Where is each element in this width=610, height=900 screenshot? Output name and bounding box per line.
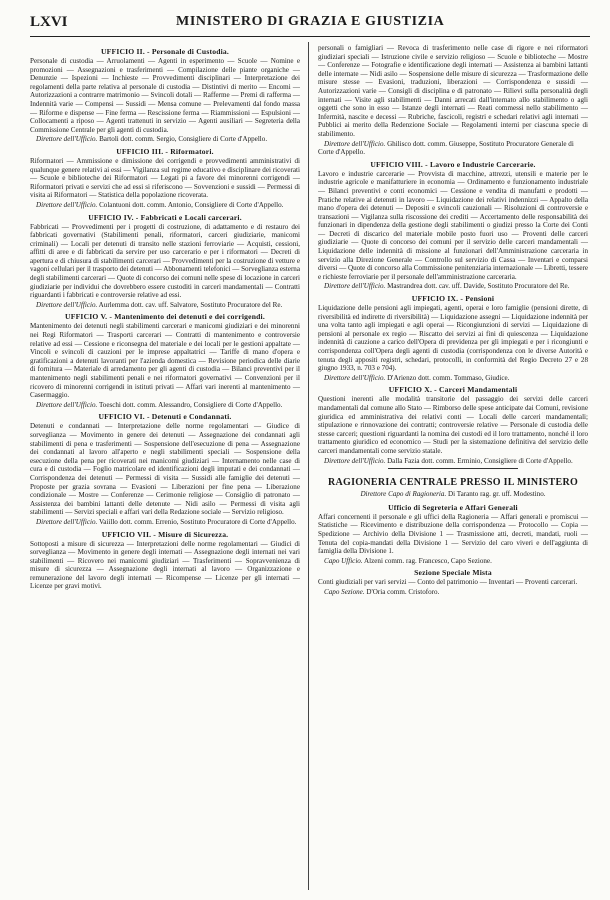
office-description: Riformatori — Ammissione e dimissione dei corrigendi e provvedimenti amministrativi di qualunque genere relativi ai essi — Vigilanza sul regime educativo e disciplinare dei ricoverati — Scuole e biblioteche dei Riformatori — Legati pi a favore dei minorenni corrigendi — Riformatori privati e servizi che ad essi si riferiscono — Sovvenzioni e sussidi — Permessi di visita ai Riformatori — Statistica della popolazione ricoverata. (30, 156, 300, 200)
office-section (30, 412, 300, 526)
page-number: LXVI (30, 14, 68, 30)
office-description: Mantenimento dei detenuti negli stabilimenti carcerari e manicomi giudiziari e dei minorenni nei Regi Riformatori — Trasporti carcerari — Contratti di mantenimento e controversie relative ad essi — Cessione e riconsegna del materiale e dei locali per le gestioni appaltate — Vincoli e svincoli di cauzioni per le imprese appaltatrici — Tariffe di mano d'opera e gratificazioni a detenuti lavoranti per l'azienda domestica — Revisione periodica delle diarie di fornitura — Materiale di arredamento per gli agenti di custodia — Bilanci preventivi per il mantenimento negli stabilimenti penali e nei riformatori governativi — Convenzioni per il ricovero di minorenni corrigendi in istituti privati — Affari vari inerenti al mantenimento — Casermaggio. (30, 322, 300, 400)
director-name: Dalla Fazia dott. comm. Erminio, Consigliere di Corte d'Appello. (387, 456, 573, 465)
section-rule (388, 468, 518, 469)
office-section (318, 294, 588, 382)
director-name: D'Arienzo dott. comm. Tommaso, Giudice. (387, 373, 510, 382)
ragioneria-block (318, 468, 588, 596)
page (30, 12, 590, 892)
director-label: Direttore dell'Ufficio. (36, 517, 98, 526)
office-description: Lavoro e industrie carcerarie — Provvista di macchine, attrezzi, utensili e materie per le industrie agricole e manifatturiere in economia — Ordinamento e funzionamento industriale — Bilanci preventivi e conti economici — Cessione e vendita di manufatti e prodotti — Pratiche relative ai detenuti in lavoro — Liquidazione dei relativi indennizzi — Appalto della mano d'opera dei detenuti — Depositi e svincoli cauzionali — Risoluzioni di controversie e transazioni — Vigilanza sulla riscossione dei crediti — Accertamento delle responsabilità dei funzionari in dipendenza della gestione degli stabilimenti o giudizi presso la Corte dei Conti — Decreti di discarico del materiale mobile posto fuori uso — Proventi delle carceri giudiziarie — Quote di concorso dei comuni per il servizio delle carceri mandamentali — Liquidazione delle indennità di missione al funzionari dell'Amministrazione carceraria in servizio alla Direzione Generale — Controllo sul servizio di Cassa — Inventari e comparsi diversi — Quote di concorso alla Commissione penitenziaria internazionale — Libretti, tessere e richieste ferroviarie per il personale dell'amministrazione carceraria. (318, 169, 588, 281)
office-description: Fabbricati — Provvedimenti per i progetti di costruzione, di adattamento e di restauro dei fabbricati governativi (Stabilimenti penali, riformatori, carceri giudiziarie, manicomi criminali) — Locali per detenuti di transito nelle stazioni ferroviarie — Acquisti, cessioni, affitti di aree e di fabbricati da servire per uso carcerario e per i riformatori — Decreti di apertura e di chiusura di stabilimenti carcerari — Provvedimenti per la costruzione di vetture e vagoni cellulari per il trasporto dei detenuti — Abbonamenti telefonici — Sorveglianza esterna degli stabilimenti carcerari — Quote di concorso dei comuni nelle spese di locazione in carceri giudiziarie per individui che dovrebbero essere custoditi in carceri mandamentali — Contratti riguardanti i fabbricati e controversie relative ad essi. (30, 222, 300, 300)
office-description: personali o famigliari — Revoca di trasferimento nelle case di rigore e nei riformatori giudiziari speciali — Istruzione civile e servizio religioso — Scuole e biblioteche — Mostre — Conferenze — Fotografie e identificazione degli internati — Assistenza ai bambini lattanti delle internate — Nidi asilo — Sospensione delle misure di sicurezza — Trasformazione delle misure stesse — Evasioni, traduzioni, liberazioni — Corrispondenza e sussidi — Autorizzazioni varie — Consigli di disciplina e di patronato — Rilievi sulla personalità degli internati — Visite agli stabilimenti — Danni arrecati dall'internato allo stabilimento o agli oggetti che sono in esso — Istanze degli internati — Reati commessi nello stabilimento — Infermità, nascite e decessi — Rubriche, fascicoli, registri e schedari relativi agli internati — Pubblici ai merito della Redenzione Sociale — Regolamenti interni per ciascuna specie di stabilimento. (318, 44, 588, 138)
ragioneria-title: RAGIONERIA CENTRALE PRESSO IL MINISTERO (327, 477, 579, 489)
office-section (318, 160, 588, 291)
office-description: Sottoposti a misure di sicurezza — Interpretazioni delle norme regolamentari — Giudici di sorveglianza — Movimento in genere degli internati — Assegnazione degli internati nei vari stabilimenti — Ricovero nei manicomi giudiziari — Trasferimenti — Sopravvenienza di misure di sicurezza — Assegnazione degli internati al lavoro — Organizzazione e remunerazione del lavoro degli internati — Ricompense — Licenze per gli internati — Licenze per gravi motivi. (30, 539, 300, 591)
office-director (30, 401, 300, 410)
office-section (30, 47, 300, 144)
office-heading: UFFICIO VIII. - Lavoro e Industrie Carcerarie. (370, 159, 536, 169)
ragioneria-sections (318, 503, 588, 597)
office-director (30, 518, 300, 527)
office-director (318, 588, 588, 597)
office-heading: UFFICIO V. - Mantenimento dei detenuti e dei corrigendi. (65, 312, 265, 322)
page-header (30, 12, 590, 37)
director-name: Ghilisco dott. comm. Giuseppe, Sostituto Procuratore Generale di Corte d'Appello. (318, 139, 574, 157)
office-director (318, 140, 588, 157)
office-heading: Sezione Speciale Mista (414, 568, 492, 578)
director-name: Alzeni comm. rag. Francesco, Capo Sezione. (364, 556, 492, 565)
office-heading: Ufficio di Segreteria e Affari Generali (388, 502, 518, 512)
director-name: Colantuoni dott. comm. Antonio, Consigliere di Corte d'Appello. (99, 200, 284, 209)
office-section (30, 312, 300, 409)
director-name: Bartoli dott. comm. Sergio, Consigliere di Corte d'Appello. (99, 135, 268, 144)
office-director (30, 135, 300, 144)
office-description: Detenuti e condannati — Interpretazione delle norme regolamentari — Giudice di sorveglianza — Movimento in genere dei detenuti — Assegnazione dei condannati agli stabilimenti di pena e trasferimenti — Sospensione dell'esecuzione di pena — Assegnazione dei condannati al lavoro all'aperto e negli stabilimenti speciali — Sospensione della esecuzione della pena per ricoverati nei manicomi giudiziari — Internamento nelle case di cura e di custodia — Foglio matricolare ed identificazioni degli imputati e dei condannati — Corrispondenza dei detenuti — Permessi di visita — Sussidi alle famiglie dei detenuti — Proposte per grazia sovrana — Evasioni — Liberazioni per fine pena — Liberazione condizionale — Mostre — Conferenze — Cerimonie religiose — Consiglio di patronato — Assistenza dei bambini lattanti delle detenute — Nidi asilo — Permessi di visita agli stabilimenti — Servizi speciali e affari vari della Redazione sociale — Servizio religioso. (30, 422, 300, 517)
office-heading: UFFICIO IV. - Fabbricati e Locali carcerari. (88, 212, 242, 222)
right-column-sections (318, 44, 588, 465)
director-label: Direttore dell'Ufficio. (324, 373, 386, 382)
office-heading: UFFICIO VI. - Detenuti e Condannati. (98, 412, 232, 422)
running-title: MINISTERO DI GRAZIA E GIUSTIZIA (176, 14, 445, 29)
director-label: Direttore dell'Ufficio. (36, 200, 98, 209)
office-director (318, 557, 588, 566)
office-section (30, 530, 300, 592)
office-heading: UFFICIO VII. - Misure di Sicurezza. (101, 529, 229, 539)
ragioneria-director-text: Di Taranto rag. gr. uff. Modestino. (448, 490, 546, 499)
office-director (30, 301, 300, 310)
ragioneria-director (318, 490, 588, 499)
director-label: Capo Ufficio. (324, 556, 363, 565)
office-director (318, 457, 588, 466)
director-label: Direttore dell'Ufficio. (324, 139, 386, 148)
director-label: Direttore dell'Ufficio. (324, 282, 386, 291)
column-divider (308, 42, 309, 890)
office-description: Affari concernenti il personale e gli uffici della Ragioneria — Affari generali e promiscui — Statistiche — Ricevimento e distribuzione della corrispondenza — Protocollo — Copia — Spedizione — Archivio della Divisione 1 — Trasmissione atti, decreti, mandati, ruoli — Tenuta del copia-mandati della Divisione 1 — Servizio del caro viveri e dell'aggiunta di famiglia della Divisione 1. (318, 512, 588, 556)
director-name: Vaiillo dott. comm. Errenio, Sostituto Procuratore di Corte d'Appello. (98, 517, 297, 526)
director-label: Direttore dell'Ufficio. (36, 300, 98, 309)
director-name: Toeschi dott. comm. Alessandro, Consigliere di Corte d'Appello. (98, 400, 283, 409)
office-heading: UFFICIO III. - Riformatori. (116, 146, 214, 156)
office-section (318, 503, 588, 566)
director-label: Direttore dell'Ufficio. (36, 400, 98, 409)
office-section (318, 385, 588, 465)
office-description: Personale di custodia — Arruolamenti — Agenti in esperimento — Scuole — Nomine e promozioni — Assegnazioni e trasferimenti — Compilazione delle piante organiche — Denunzie — Ispezioni — Inchieste — Provvedimenti disciplinari — Interpretazione dei regolamenti della parte relativa al personale di custodia — Distintivi di merito — Encomi — Autorizzazioni a contrarre matrimonio — Svincoli dotali — Rafferme — Premi di rafferma — Indennità varie — Compensi — Sussidi — Mensa comune — Prelevamenti dal fondo massa — Riforme e dispense — Fine ferma — Rescissione ferma — Riammissioni — Espulsioni — Collocamenti a riposo — Agenti trattenuti in servizio — Agenti ausiliari — Segreteria della Commissione Centrale per gli agenti di custodia. (30, 57, 300, 134)
office-director (30, 201, 300, 210)
director-label: Capo Sezione. (324, 587, 365, 596)
ragioneria-director-label: Direttore Capo di Ragioneria. (360, 490, 447, 499)
director-label: Direttore dell'Ufficio. (36, 135, 98, 144)
director-name: D'Oria comm. Cristoforo. (366, 587, 440, 596)
office-heading: UFFICIO IX. - Pensioni (411, 294, 495, 304)
office-director (318, 374, 588, 383)
office-director (318, 282, 588, 291)
left-column (30, 44, 300, 884)
director-label: Direttore dell'Ufficio. (324, 456, 386, 465)
office-heading: UFFICIO X. - Carceri Mandamentali (388, 385, 518, 395)
director-name: Mastrandrea dott. cav. uff. Davide, Sostituto Procuratore del Re. (387, 282, 570, 291)
office-section (30, 213, 300, 310)
director-name: Aurlemma dott. cav. uff. Salvatore, Sostituto Procuratore del Re. (98, 300, 283, 309)
office-description: Conti giudiziali per vari servizi — Conto del patrimonio — Inventari — Proventi carcerari. (318, 578, 578, 587)
office-description: Liquidazione delle pensioni agli impiegati, agenti, operai e loro famiglie (pensioni dirette, di riversibilità ed indirette di riversibilità) — Liquidazione assegni — Liquidazione indennità per una volta tanto agli impiegati e agli operai — Ricongiunzioni di servizi — Liquidazione di pensioni al personale ex regio — Riscatto dei servizi ai fini di quiescenza — Liquidazione indennità di cauzione a carico dell'Opera di previdenza per gli impiegati e per i ricongiunti e corrispondenza coll'Opera degli agenti di custodia (corrispondenza con le diverse Autorità e tenuta degli appositi registri, schedari, protocolli, in conformità del Regio Decreto 27 e 28 giugno 1933, n. 703 e 704). (318, 304, 588, 373)
office-section (318, 568, 588, 596)
office-section (318, 44, 588, 157)
office-description: Questioni inerenti alle modalità transitorie del passaggio dei servizi delle carceri mandamentali dal comune allo Stato — Rimborso delle spese anticipate dai Comuni, revisione giuridica ed amministrativa dei relativi conti — Locali delle carceri mandamentali; stipulazione e rinnovazione dei contratti; controversie relative — Personale di custodia delle stesse carceri; questioni riguardanti la nomina dei custodi ed il loro trattamento, nonché il loro trattamento giuridico ed economico — Studi per la sistemazione definitiva del servizio delle carceri mandamentali come servizio statale. (318, 395, 588, 455)
office-section (30, 147, 300, 210)
office-heading: UFFICIO II. - Personale di Custodia. (100, 47, 230, 56)
right-column (318, 44, 588, 884)
